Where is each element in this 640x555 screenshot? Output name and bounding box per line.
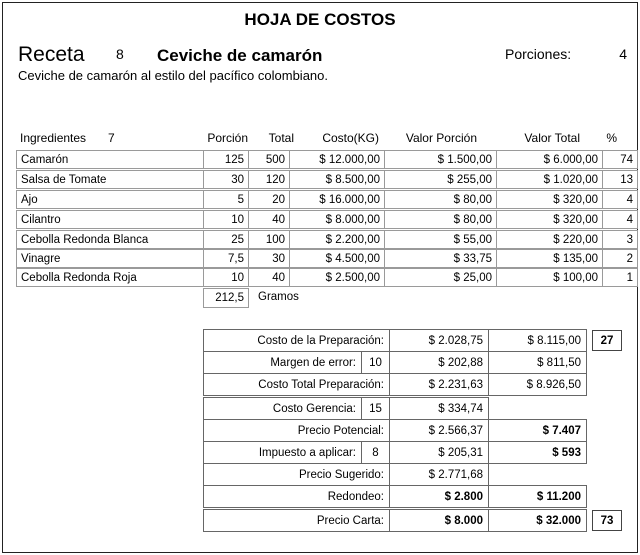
ingredient-name: Salsa de Tomate (16, 170, 204, 189)
summary-value-total: $ 8.115,00 (488, 329, 587, 352)
ingredient-costo: $ 2.500,00 (289, 268, 385, 287)
ingredient-percent: 1 (602, 268, 638, 287)
ingredient-porcion: 125 (203, 150, 249, 169)
total-unit-label: Gramos (258, 291, 299, 303)
ingredient-valor-porcion: $ 1.500,00 (384, 150, 497, 169)
ingredient-porcion: 30 (203, 170, 249, 189)
summary-row-precio-sugerido (203, 463, 587, 486)
summary-value-total: $ 7.407 (488, 419, 587, 442)
ingredient-costo: $ 4.500,00 (289, 249, 385, 268)
summary-value-portion: $ 2.771,68 (389, 463, 489, 486)
summary-value-portion: $ 202,88 (389, 351, 489, 374)
ingredient-percent: 74 (602, 150, 638, 169)
summary-percent-input[interactable]: 8 (361, 441, 390, 464)
header-percent: % (606, 131, 617, 145)
summary-label: Costo de la Preparación: (203, 329, 390, 352)
ingredient-porcion: 10 (203, 268, 249, 287)
summary-percent-input[interactable]: 15 (361, 397, 390, 420)
ingredient-percent: 4 (602, 190, 638, 209)
ingredient-porcion: 25 (203, 230, 249, 249)
summary-row-costo-total (203, 373, 587, 396)
ingredient-percent: 4 (602, 210, 638, 229)
ingredient-valor-total: $ 320,00 (496, 210, 603, 229)
summary-row-margen-error (203, 351, 587, 374)
ingredient-valor-porcion: $ 55,00 (384, 230, 497, 249)
ingredient-name: Cebolla Redonda Blanca (16, 230, 204, 249)
summary-value-total: $ 593 (488, 441, 587, 464)
summary-label: Impuesto a aplicar: (203, 441, 362, 464)
ingredient-porcion: 5 (203, 190, 249, 209)
margin-percent-badge: 73 (592, 510, 622, 531)
ingredient-costo: $ 8.500,00 (289, 170, 385, 189)
ingredient-total: 40 (248, 210, 290, 229)
ingredient-valor-porcion: $ 255,00 (384, 170, 497, 189)
summary-value-total: $ 8.926,50 (488, 373, 587, 396)
header-valor-porcion: Valor Porción (405, 131, 477, 145)
summary-value-total: $ 32.000 (488, 509, 587, 532)
ingredient-costo: $ 16.000,00 (289, 190, 385, 209)
header-costo-kg: Costo(KG) (322, 131, 379, 145)
ingredient-name: Cilantro (16, 210, 204, 229)
summary-value-portion: $ 205,31 (389, 441, 489, 464)
recipe-description: Ceviche de camarón al estilo del pacífico colombiano. (18, 68, 329, 83)
ingredient-valor-porcion: $ 80,00 (384, 210, 497, 229)
ingredient-valor-total: $ 135,00 (496, 249, 603, 268)
summary-label: Costo Gerencia: (203, 397, 362, 420)
ingredient-valor-porcion: $ 25,00 (384, 268, 497, 287)
recipe-label: Receta (18, 43, 85, 66)
summary-row-precio-carta (203, 509, 587, 532)
cost-percent-badge: 27 (592, 330, 622, 351)
ingredient-valor-total: $ 6.000,00 (496, 150, 603, 169)
ingredient-total: 40 (248, 268, 290, 287)
summary-row-impuesto (203, 441, 587, 464)
ingredient-total: 30 (248, 249, 290, 268)
summary-label: Precio Potencial: (203, 419, 390, 442)
ingredient-total: 120 (248, 170, 290, 189)
ingredient-porcion: 7,5 (203, 249, 249, 268)
summary-value-portion: $ 2.566,37 (389, 419, 489, 442)
summary-row-precio-potencial (203, 419, 587, 442)
header-ingredient-count: 7 (108, 131, 115, 145)
summary-value-portion: $ 334,74 (389, 397, 489, 420)
summary-label: Redondeo: (203, 485, 390, 508)
ingredient-percent: 13 (602, 170, 638, 189)
ingredient-valor-total: $ 320,00 (496, 190, 603, 209)
page-title: HOJA DE COSTOS (244, 10, 396, 29)
ingredient-name: Vinagre (16, 249, 204, 268)
ingredient-porcion: 10 (203, 210, 249, 229)
recipe-name: Ceviche de camarón (157, 46, 323, 65)
header-porcion: Porción (207, 131, 248, 145)
ingredient-name: Cebolla Redonda Roja (16, 268, 204, 287)
header-valor-total: Valor Total (524, 131, 580, 145)
ingredient-total: 100 (248, 230, 290, 249)
summary-row-costo-gerencia (203, 397, 587, 420)
ingredient-valor-total: $ 100,00 (496, 268, 603, 287)
ingredient-percent: 3 (602, 230, 638, 249)
summary-row-redondeo (203, 485, 587, 508)
ingredient-valor-porcion: $ 33,75 (384, 249, 497, 268)
portions-label: Porciones: (505, 46, 572, 62)
summary-label: Precio Carta: (203, 509, 390, 532)
summary-value-portion: $ 2.231,63 (389, 373, 489, 396)
summary-label: Precio Sugerido: (203, 463, 390, 486)
portions-value: 4 (619, 46, 627, 62)
header-ingredientes: Ingredientes (20, 131, 87, 145)
ingredient-name: Ajo (16, 190, 204, 209)
summary-value-portion: $ 2.800 (389, 485, 489, 508)
ingredient-total: 500 (248, 150, 290, 169)
summary-label: Costo Total Preparación: (203, 373, 390, 396)
summary-value-total: $ 811,50 (488, 351, 587, 374)
ingredient-valor-porcion: $ 80,00 (384, 190, 497, 209)
ingredient-valor-total: $ 1.020,00 (496, 170, 603, 189)
summary-value-portion: $ 2.028,75 (389, 329, 489, 352)
total-porcion-value: 212,5 (203, 288, 249, 308)
summary-value-portion: $ 8.000 (389, 509, 489, 532)
summary-percent-input[interactable]: 10 (361, 351, 390, 374)
ingredient-percent: 2 (602, 249, 638, 268)
ingredient-costo: $ 8.000,00 (289, 210, 385, 229)
ingredient-valor-total: $ 220,00 (496, 230, 603, 249)
recipe-number: 8 (116, 46, 124, 62)
header-total: Total (268, 131, 294, 145)
ingredient-total: 20 (248, 190, 290, 209)
summary-row-costo-preparacion (203, 329, 587, 352)
summary-label: Margen de error: (203, 351, 362, 374)
ingredient-costo: $ 12.000,00 (289, 150, 385, 169)
ingredient-name: Camarón (16, 150, 204, 169)
ingredient-costo: $ 2.200,00 (289, 230, 385, 249)
summary-value-total: $ 11.200 (488, 485, 587, 508)
